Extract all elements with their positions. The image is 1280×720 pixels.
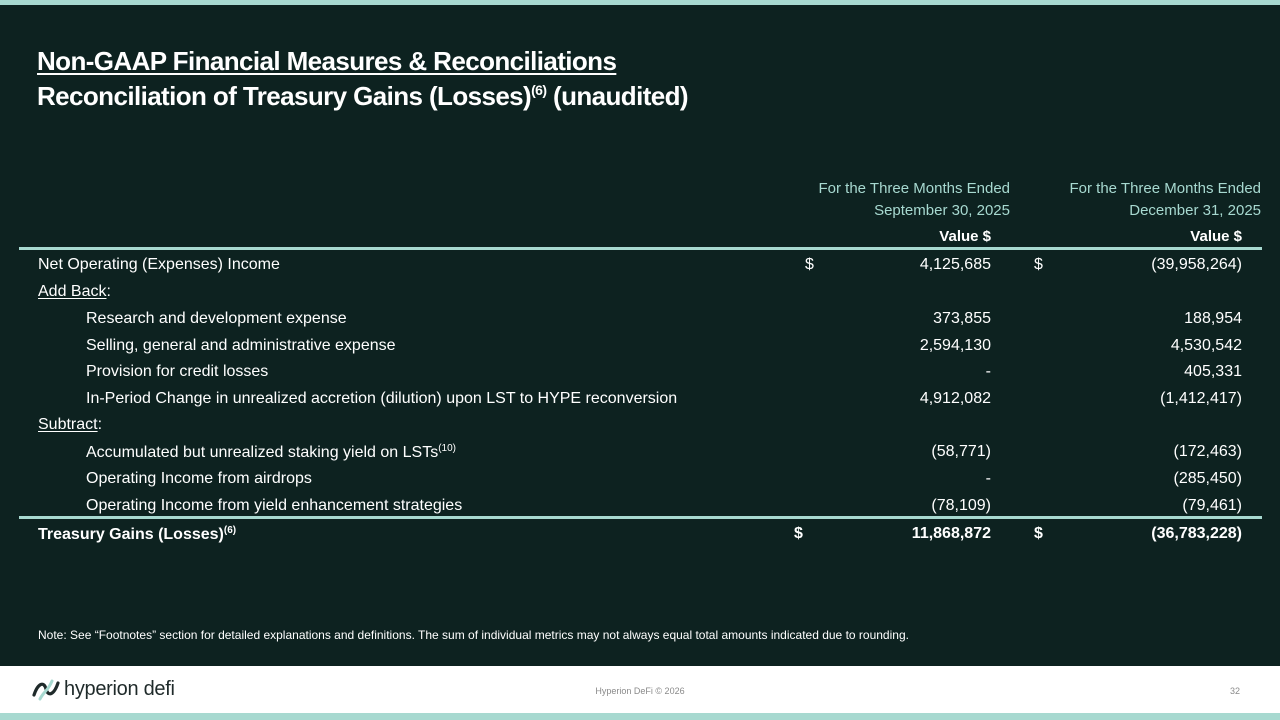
page-title: Non-GAAP Financial Measures & Reconciliations <box>37 46 617 76</box>
bottom-accent-bar <box>0 713 1280 720</box>
table-row: Operating Income from airdrops - (285,450) <box>86 470 1242 487</box>
section-header-add-back: Add Back: <box>38 283 111 300</box>
hyperion-logo-icon <box>32 677 60 701</box>
table-row: Net Operating (Expenses) Income $ 4,125,685 $ (39,958,264) <box>38 256 1242 273</box>
table-row: Accumulated but unrealized staking yield on LSTs$^{(10)}$ (58,771) (172,463) <box>86 443 1242 461</box>
footnote-note: Note: See “Footnotes” section for detailed explanations and definitions. The sum of individual metrics may not always equal total amounts indicated due to rounding. <box>38 628 909 642</box>
table-row: Research and development expense 373,855 188,954 <box>86 310 1242 327</box>
column-header-q4: For the Three Months Ended December 31, 2025 <box>1069 180 1261 219</box>
total-row: Treasury Gains (Losses)$^{(6)}$ $ 11,868,872 $ (36,783,228) <box>38 525 1242 543</box>
value-header-q3: Value $ <box>939 228 991 245</box>
page-number: 32 <box>1229 686 1240 696</box>
table-row: Selling, general and administrative expense 2,594,130 4,530,542 <box>86 337 1242 354</box>
footer-copyright: Hyperion DeFi © 2026 <box>595 686 685 696</box>
table-row: In-Period Change in unrealized accretion (dilution) upon LST to HYPE reconversion 4,912,082 (1,412,417) <box>86 390 1242 407</box>
section-header-subtract: Subtract: <box>38 416 103 433</box>
total-rule <box>19 516 1262 519</box>
table-row: Provision for credit losses - 405,331 <box>86 363 1242 380</box>
column-header-q3: For the Three Months Ended September 30, 2025 <box>818 180 1010 219</box>
value-header-q4: Value $ <box>1190 228 1242 245</box>
company-logo <box>32 676 175 702</box>
header-rule <box>19 247 1262 250</box>
page-subtitle: Reconciliation of Treasury Gains (Losses)$^{(6)}$ (unaudited) <box>37 81 688 111</box>
brand-name: hyperion defi <box>64 677 175 700</box>
table-row: Operating Income from yield enhancement strategies (78,109) (79,461) <box>86 497 1242 514</box>
top-accent-bar <box>0 0 1280 5</box>
